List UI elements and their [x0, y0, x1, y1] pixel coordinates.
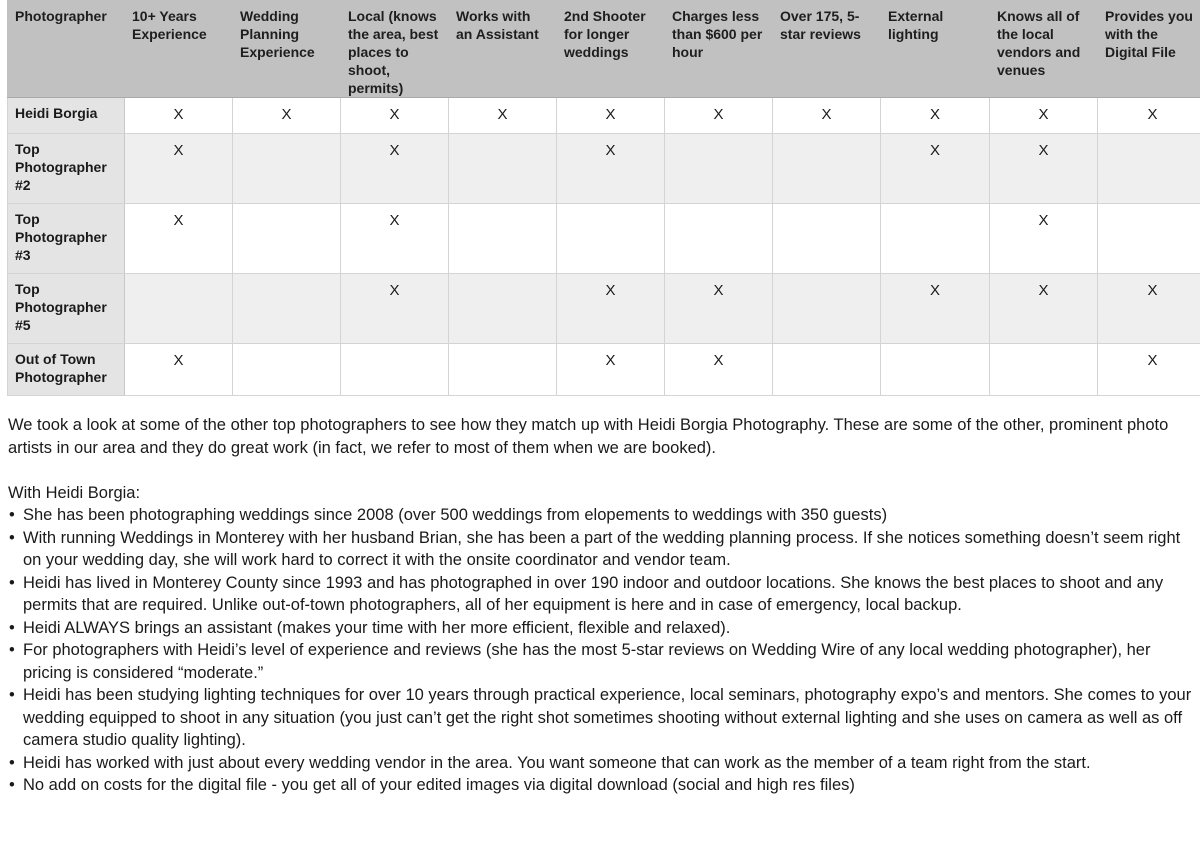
table-cell — [233, 274, 341, 344]
table-cell — [449, 274, 557, 344]
table-cell — [233, 134, 341, 204]
bullet-icon: • — [9, 573, 15, 592]
list-item-text: For photographers with Heidi’s level of experience and reviews (she has the most 5-star reviews on Wedding Wire of any local wedding photographer), her pricing is considered “moderate.” — [23, 641, 1151, 682]
column-header: Provides you with the Digital File — [1098, 1, 1200, 98]
table-cell — [773, 274, 881, 344]
table-cell — [125, 274, 233, 344]
table-cell: X — [990, 274, 1098, 344]
table-cell — [990, 344, 1098, 396]
bullet-icon: • — [9, 776, 15, 794]
table-cell — [233, 344, 341, 396]
table-cell — [557, 204, 665, 274]
table-cell: X — [990, 98, 1098, 134]
bullet-icon: • — [9, 528, 15, 547]
table-cell: X — [881, 134, 990, 204]
table-cell: X — [557, 134, 665, 204]
table-row — [8, 98, 1200, 134]
table-row — [8, 344, 1200, 396]
table-cell — [665, 134, 773, 204]
table-cell — [881, 344, 990, 396]
table-cell: X — [881, 98, 990, 134]
photographer-name: Top Photographer #5 — [8, 274, 125, 344]
list-item — [8, 504, 1198, 527]
table-cell: X — [1098, 98, 1200, 134]
table-cell: X — [125, 204, 233, 274]
table-row — [8, 274, 1200, 344]
table-cell — [881, 204, 990, 274]
table-cell: X — [990, 204, 1098, 274]
table-cell — [773, 134, 881, 204]
list-item — [8, 752, 1198, 775]
column-header: 10+ Years Experience — [125, 1, 233, 98]
table-cell — [449, 344, 557, 396]
table-cell — [449, 204, 557, 274]
column-header: Wedding Planning Experience — [233, 1, 341, 98]
table-cell — [341, 344, 449, 396]
table-row — [8, 204, 1200, 274]
comparison-table — [7, 0, 1200, 396]
list-item-text: Heidi has been studying lighting techniques for over 10 years through practical experience, local seminars, photography expo’s and mentors. She comes to your wedding equipped to shoot in any situation (you just can’t get the right shot sometimes shooting without external lighting and she uses on camera as well as off camera studio quality lighting). — [23, 686, 1192, 749]
bullet-icon: • — [9, 506, 15, 524]
table-cell: X — [665, 274, 773, 344]
table-row — [8, 134, 1200, 204]
column-header: Local (knows the area, best places to shoot, permits) — [341, 1, 449, 98]
photographer-name: Heidi Borgia — [8, 98, 125, 134]
table-cell: X — [125, 98, 233, 134]
table-cell: X — [557, 274, 665, 344]
column-header: Photographer — [8, 1, 125, 98]
table-cell: X — [1098, 274, 1200, 344]
feature-list — [8, 504, 1198, 797]
table-cell — [773, 344, 881, 396]
bullet-icon: • — [9, 753, 15, 772]
list-item — [8, 572, 1198, 617]
list-item-text: No add on costs for the digital file - you get all of your edited images via digital download (social and high res files) — [23, 776, 855, 794]
table-cell: X — [773, 98, 881, 134]
table-cell: X — [665, 98, 773, 134]
table-cell: X — [341, 134, 449, 204]
intro-paragraph: We took a look at some of the other top photographers to see how they match up with Heidi Borgia Photography. These are some of the other, prominent photo artists in our area and they do great work (in fact, we refer to most of them when we are booked). — [8, 416, 1169, 457]
column-header: 2nd Shooter for longer weddings — [557, 1, 665, 98]
photographer-name: Top Photographer #2 — [8, 134, 125, 204]
table-cell — [773, 204, 881, 274]
bullet-icon: • — [9, 686, 15, 704]
list-item-text: She has been photographing weddings since 2008 (over 500 weddings from elopements to weddings with 350 guests) — [23, 506, 888, 524]
list-item — [8, 774, 1198, 797]
list-item — [8, 639, 1198, 684]
column-header: Knows all of the local vendors and venues — [990, 1, 1098, 98]
column-header: Charges less than $600 per hour — [665, 1, 773, 98]
photographer-name: Top Photographer #3 — [8, 204, 125, 274]
bullet-icon: • — [9, 641, 15, 659]
list-item — [8, 684, 1198, 752]
column-header: Over 175, 5-star reviews — [773, 1, 881, 98]
table-cell — [233, 204, 341, 274]
column-header: External lighting — [881, 1, 990, 98]
list-item-text: With running Weddings in Monterey with her husband Brian, she has been a part of the wedding planning process. If she notices something doesn’t seem right on your wedding day, she will work hard to correct it with the onsite coordinator and vendor team. — [23, 528, 1181, 569]
table-cell: X — [125, 134, 233, 204]
list-item-text: Heidi has worked with just about every wedding vendor in the area. You want someone that can work as the member of a team right from the start. — [23, 753, 1091, 772]
table-cell: X — [665, 344, 773, 396]
list-item-text: Heidi ALWAYS brings an assistant (makes your time with her more efficient, flexible and relaxed). — [23, 618, 731, 637]
table-cell — [1098, 204, 1200, 274]
list-item — [8, 617, 1198, 640]
list-heading: With Heidi Borgia: — [8, 483, 141, 502]
table-cell: X — [233, 98, 341, 134]
photographer-name: Out of Town Photographer — [8, 344, 125, 396]
bullet-icon: • — [9, 618, 15, 637]
list-item-text: Heidi has lived in Monterey County since 1993 and has photographed in over 190 indoor and outdoor locations. She knows the best places to shoot and any permits that are required. Unlike out-of-town photographers, all of her equipment is here and in case of emergency, local backup. — [23, 573, 1164, 614]
table-cell: X — [557, 344, 665, 396]
table-cell: X — [557, 98, 665, 134]
table-cell: X — [990, 134, 1098, 204]
table-cell: X — [1098, 344, 1200, 396]
list-item — [8, 527, 1198, 572]
table-cell — [665, 204, 773, 274]
table-cell: X — [449, 98, 557, 134]
paragraph-spacer — [8, 459, 1198, 482]
column-header: Works with an Assistant — [449, 1, 557, 98]
table-cell — [449, 134, 557, 204]
table-cell — [1098, 134, 1200, 204]
table-cell: X — [341, 274, 449, 344]
table-cell: X — [341, 204, 449, 274]
table-body — [8, 98, 1200, 396]
table-cell: X — [881, 274, 990, 344]
description — [8, 414, 1198, 797]
table-cell: X — [125, 344, 233, 396]
table-cell: X — [341, 98, 449, 134]
table-header-row — [8, 1, 1200, 98]
